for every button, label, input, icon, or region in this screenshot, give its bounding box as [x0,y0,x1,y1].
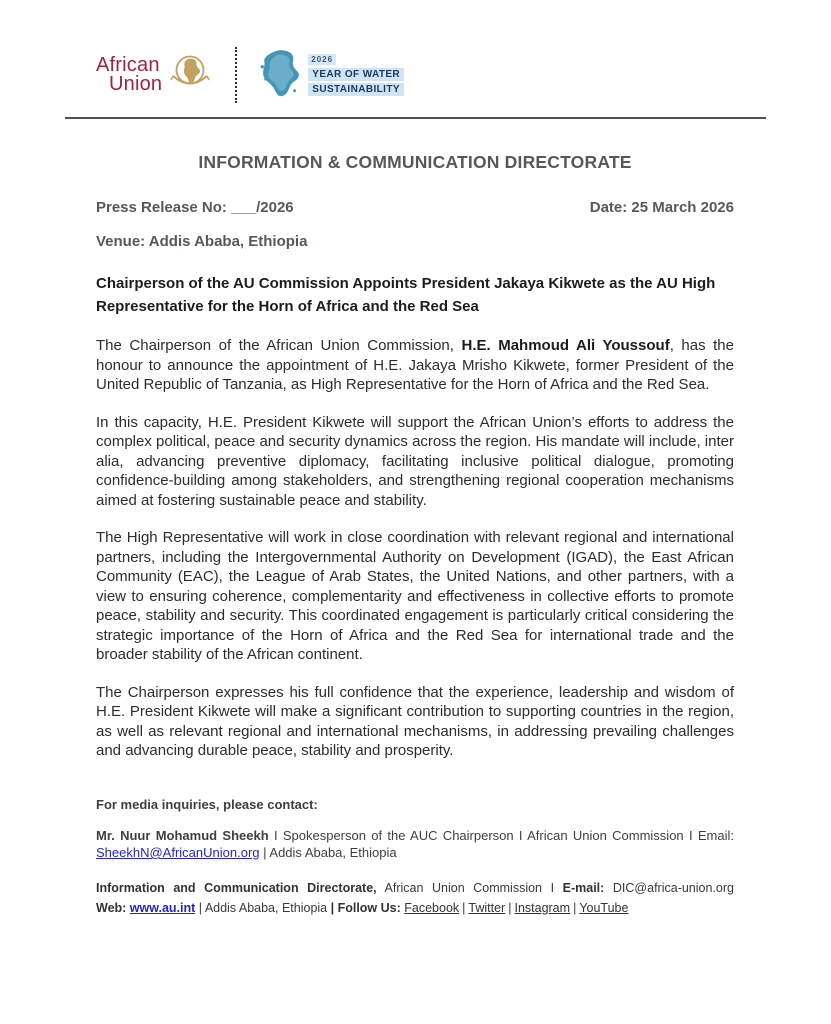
paragraph-appointment-after: , has the honour to announce the appointment of H.E. Jakaya Mrisho Kikwete, former President of the United Republic of Tanzania, as High Representative for the Horn of Africa and the Red Sea. [96,337,734,393]
african-union-logo [96,50,213,101]
water-logo-line2: SUSTAINABILITY [308,83,404,96]
press-release-number: Press Release No: ___/2026 [96,199,294,216]
au-emblem-icon [167,50,213,101]
year-of-water-logo [259,49,404,102]
spokesperson-role-text: I Spokesperson of the AUC Chairperson I African Union Commission I Email: [268,827,734,843]
footer-address-text: | Addis Ababa, Ethiopia [195,901,331,916]
paragraph-appointment [96,336,734,395]
instagram-link[interactable]: Instagram [514,901,571,916]
frame-corner-top-right [818,0,831,13]
social-separator: | [508,901,512,916]
social-separator: | [462,901,466,916]
header-logos [0,0,831,104]
footer-email-label: E-mail: [562,880,605,895]
paragraph-appointment-before: The Chairperson of the African Union Commission, [96,337,462,354]
header-rule [65,117,766,119]
paragraph-mandate: In this capacity, H.E. President Kikwete will support the African Union’s efforts to address the complex political, peace and security dynamics across the region. His mandate will include, inter alia, advancing preventive diplomacy, facilitating inclusive political dialogue, promoting confidence-building among stakeholders, and strengthening regional cooperation mechanisms aimed at fostering sustainable peace and stability. [96,413,734,509]
footer-directorate-line [96,880,734,898]
au-logo-word-union: Union [109,73,163,95]
chairperson-name-bold: H.E. Mahmoud Ali Youssouf [461,337,670,354]
headline: Chairperson of the AU Commission Appoints President Jakaya Kikwete as the AU High Representative for the Horn of Africa and the Red Sea [96,275,716,315]
directorate-title: INFORMATION & COMMUNICATION DIRECTORATE [198,152,632,172]
footer-commission-text: African Union Commission I [376,880,563,895]
africa-water-map-icon [259,49,301,102]
footer-web-social-line [96,900,734,918]
african-union-logo-text [96,56,162,94]
press-release-meta-row [96,199,734,216]
media-inquiries-heading: For media inquiries, please contact: [96,796,318,812]
twitter-link[interactable]: Twitter [468,901,506,916]
paragraph-confidence: The Chairperson expresses his full confidence that the experience, leadership and wisdom of H.E. President Kikwete will make a significant contribution to supporting countries in the region, as well as relevant regional and international mechanisms, in addressing prevailing challenges and advancing durable peace, stability and prosperity. [96,683,734,759]
footer-follow-label: | Follow Us: [330,901,405,916]
spokesperson-email-link[interactable]: SheekhN@AfricanUnion.org [96,845,260,861]
frame-corner-top-left [0,0,13,13]
footer-directorate-bold: Information and Communication Directorate, [96,880,377,895]
press-release-venue: Venue: Addis Ababa, Ethiopia [96,233,308,250]
spokesperson-contact-line [96,827,734,862]
spokesperson-location-text: | Addis Ababa, Ethiopia [259,845,397,861]
social-separator: | [573,901,577,916]
year-of-water-logo-text [308,54,404,96]
water-logo-year-badge: 2026 [308,54,336,65]
footer-website-link[interactable]: www.au.int [129,901,196,916]
footer-web-label: Web: [96,901,130,916]
logo-divider [235,47,237,103]
footer [96,880,734,918]
water-logo-line1: YEAR OF WATER [308,68,404,81]
press-release-date: Date: 25 March 2026 [589,199,734,216]
youtube-link[interactable]: YouTube [579,901,629,916]
au-logo-word-african: African [96,54,160,76]
facebook-link[interactable]: Facebook [404,901,460,916]
footer-email-value: DIC@africa-union.org [604,880,734,895]
spokesperson-name: Mr. Nuur Mohamud Sheekh [96,827,269,843]
document-body [96,152,734,918]
paragraph-coordination: The High Representative will work in close coordination with relevant regional and international partners, including the Intergovernmental Authority on Development (IGAD), the East African Community (EAC), the League of Arab States, the United Nations, and other partners, with a view to ensuring coherence, complementarity and effectiveness in collective efforts to promote peace, stability and security. This coordinated engagement is particularly critical considering the strategic importance of the Horn of Africa and the Red Sea for international trade and the broader stability of the African continent. [96,529,734,663]
